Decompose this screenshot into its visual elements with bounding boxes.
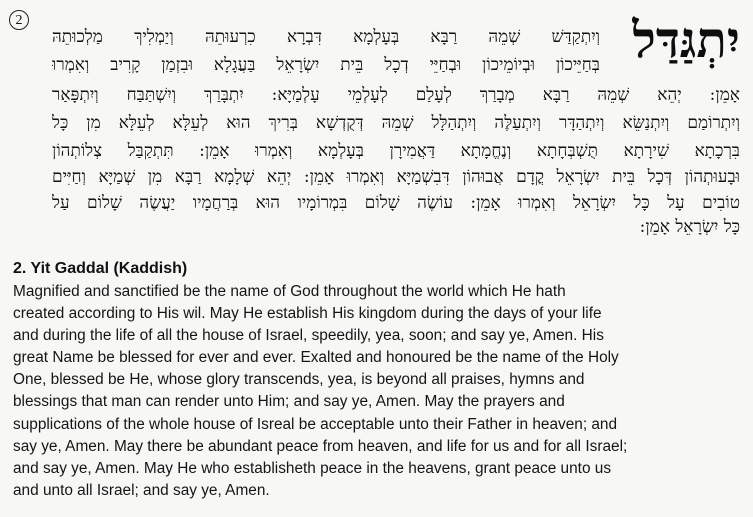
paragraph-line: say ye, Amen. May there be abundant peace from heaven, and life for us and for all Israel; <box>13 437 628 455</box>
hebrew-heading: יִתְגַּדַּל <box>632 10 740 69</box>
section-number-badge: 2 <box>9 10 29 30</box>
paragraph-line: blessings that man can render unto Him; and say ye, Amen. May the prayers and <box>13 393 565 411</box>
section-title: 2. Yit Gaddal (Kaddish) <box>13 260 188 277</box>
paragraph-line: and unto all Israel; and say ye, Amen. <box>13 481 270 499</box>
paragraph-line: supplications of the whole house of Isreal be acceptable unto their Father in heaven; and <box>13 415 618 433</box>
paragraph-line: One, blessed be He, whose glory transcends, yea, is beyond all praises, hymns and <box>13 371 585 389</box>
paragraph-line: great Name be blessed for ever and ever. Exalted and honoured be the name of the Holy <box>13 349 619 367</box>
paragraph-line: created according to His wil. May He establish His kingdom during the days of your life <box>13 305 602 323</box>
hebrew-line: וּבָעוּתְהוֹן דְּכָל בֵּית יִשְׂרָאֵל קֳדָם אֲבוּהוֹן דִּבִשְׁמַיָּא וְאִמְרוּ אָמֵן: יְהֵא שְׁלָמָא רַבָּא מִן שְׁמַיָּא וְחַיִּים <box>52 167 740 187</box>
paragraph-line: and during the life of all the house of Israel, speedily, yea, soon; and say ye, Amen. His <box>13 327 604 345</box>
hebrew-line: וְיִתְרוֹמַם וְיִתְנַשֵּׂא וְיִתְהַדָּר וְיִתְעַלֶּה וְיִתְהַלָּל שְׁמֵהּ דְּקֻדְשָׁא בְּרִיךְ הוּא לְעֵלָּא לְעֵלָּא מִן כָּל <box>52 113 740 133</box>
paragraph-line: and say ye, Amen. May He who establisheth peace in the heavens, grant peace unto us <box>13 459 612 477</box>
hebrew-line: אָמֵן: יְהֵא שְׁמֵהּ רַבָּא מְבָרַךְ לְעָלַם לְעָלְמֵי עָלְמַיָּא: יִתְבָּרַךְ וְיִשְׁתַּבַּח וְיִתְפָּאַר <box>52 85 740 105</box>
hebrew-line: בִּרְכָתָא שִׁירָתָא תֻּשְׁבְּחָתָא וְנֶחֱמָתָא דַּאֲמִירָן בְּעָלְמָא וְאִמְרוּ אָמֵן: תִּתְקַבַּל צְלוֹתְהוֹן <box>52 141 740 161</box>
translation-paragraph <box>13 281 745 502</box>
hebrew-line: טוֹבִים עָל כָּל יִשְׂרָאֵל וְאִמְרוּ אָמֵן: עוֹשֶׂה שָׁלוֹם בִּמְרוֹמָיו הוּא בְּרַחֲמָיו יַעֲשֶׂה שָׁלוֹם עַל <box>52 193 740 213</box>
paragraph-line: Magnified and sanctified be the name of God throughout the world which He hath <box>13 283 566 300</box>
hebrew-text-block <box>50 6 740 246</box>
hebrew-line: כָּל יִשְׂרָאֵל אָמֵן: <box>639 217 740 237</box>
hebrew-line: בְּחַיֵּיכוֹן וּבְיוֹמֵיכוֹן וּבְחַיֵּי דְכָל בֵּית יִשְׂרָאֵל בַּעֲגָלָא וּבִזְמַן קָרִיב וְאִמְרוּ <box>52 55 600 75</box>
hebrew-line: וְיִתְקַדַּשׁ שְׁמֵהּ רַבָּא בְּעָלְמָא דִּבְרָא כִרְעוּתֵהּ וְיַמְלִיךְ מַלְכוּתֵהּ <box>52 27 600 47</box>
